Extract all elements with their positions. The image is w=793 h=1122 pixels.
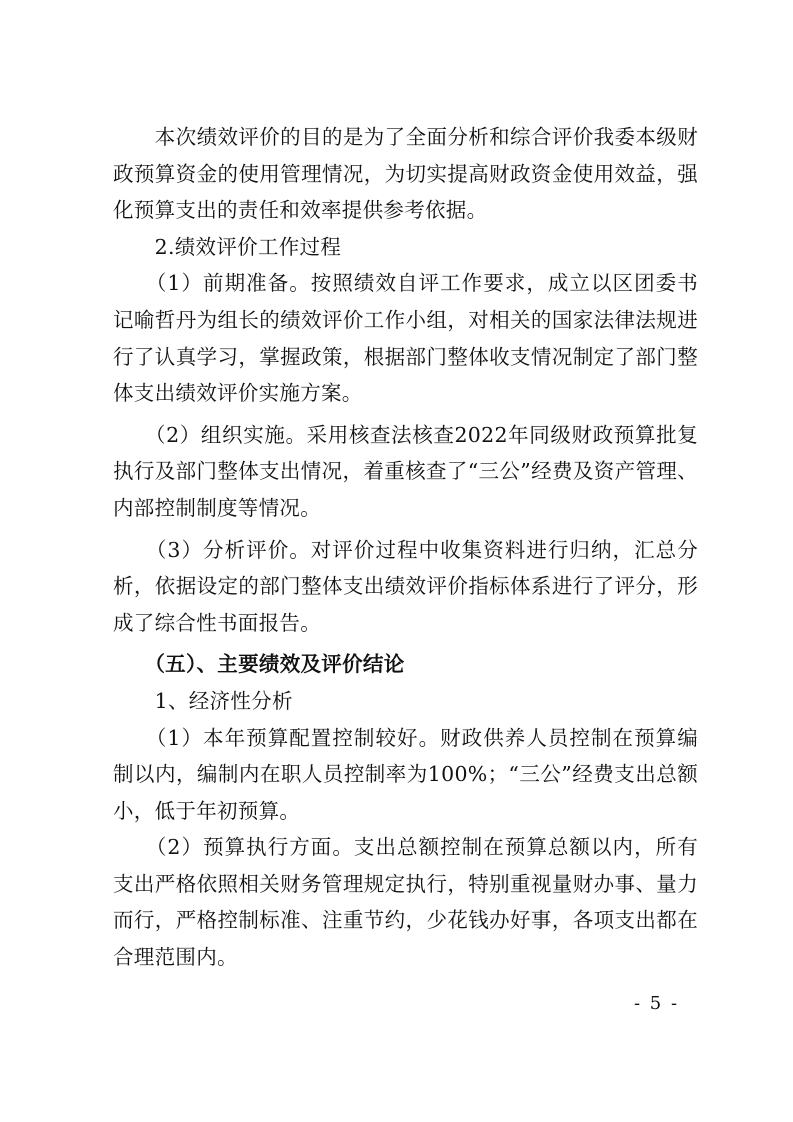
heading-main-performance: （五）、主要绩效及评价结论	[113, 652, 405, 677]
paragraph-preparation: （1）前期准备。按照绩效自评工作要求，成立以区团委书记喻哲丹为组长的绩效评价工作小组，对相关的国家法律法规进行了认真学习，掌握政策，根据部门整体收支情况制定了部门整体支出绩效评价实施方案。	[113, 271, 698, 406]
heading-economic-analysis: 1、经济性分析	[113, 688, 293, 713]
paragraph-implementation: （2）组织实施。采用核查法核查2022年同级财政预算批复执行及部门整体支出情况，着重核查了“三公”经费及资产管理、内部控制制度等情况。	[113, 422, 698, 520]
paragraph-evaluation-purpose: 本次绩效评价的目的是为了全面分析和综合评价我委本级财政预算资金的使用管理情况，为切实提高财政资金使用效益，强化预算支出的责任和效率提供参考依据。	[113, 125, 698, 223]
paragraph-budget-execution: （2）预算执行方面。支出总额控制在预算总额以内，所有支出严格依照相关财务管理规定执行，特别重视量财办事、量力而行，严格控制标准、注重节约，少花钱办好事，各项支出都在合理范围内。	[113, 835, 698, 970]
heading-evaluation-process: 2.绩效评价工作过程	[113, 234, 342, 259]
paragraph-budget-allocation: （1）本年预算配置控制较好。财政供养人员控制在预算编制以内，编制内在职人员控制率为100%；“三公”经费支出总额小，低于年初预算。	[113, 725, 698, 823]
document-body	[113, 119, 698, 976]
page-number: - 5 -	[634, 993, 680, 1014]
paragraph-analysis: （3）分析评价。对评价过程中收集资料进行归纳，汇总分析，依据设定的部门整体支出绩效评价指标体系进行了评分，形成了综合性书面报告。	[113, 537, 698, 635]
